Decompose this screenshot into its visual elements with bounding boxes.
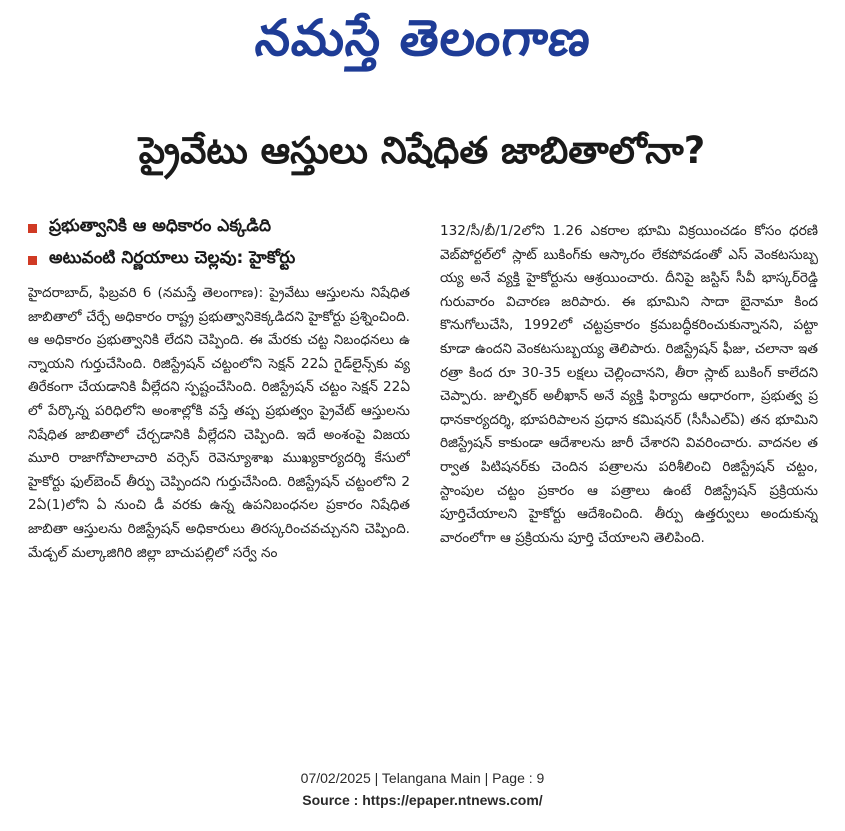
subheading-text: ప్రభుత్వానికి ఆ అధికారం ఎక్కడిది: [49, 216, 272, 236]
newspaper-logo: నమస్తే తెలంగాణ: [252, 8, 595, 67]
subheading-bullet: [28, 244, 410, 276]
article-paragraph: 132/సీ/బీ/1/2లోని 1.26 ఎకరాల భూమి విక్రయించడం కోసం ధరణి వెబ్‌పోర్టల్‌లో స్లాట్ బుకింగ్‌కు ఆస్కారం లేకపోవడంతో ఎస్ వెంకటసుబ్బయ్య అనే వ్యక్తి హైకోర్టును ఆశ్రయించారు. దీనిపై జస్టిస్ సీవీ భాస్కర్‌రెడ్డి గురువారం విచారణ జరిపారు. ఈ భూమిని సాదా బైనామా కింద కొనుగోలుచేసి, 1992లో చట్టప్రకారం క్రమబద్ధీకరించుకున్నానని, పట్టా కూడా ఉందని వెంకటసుబ్బయ్య తెలిపారు. రిజిస్ట్రేషన్ ఫీజు, చలానా ఇతరత్రా కింద రూ 30-35 లక్షలు చెల్లించానని, తీరా స్లాట్ బుకింగ్ కాలేదని చెప్పారు. జుల్ఫికర్ అలీఖాన్ అనే వ్యక్తి ఫిర్యాదు ఆధారంగా, ప్రభుత్వ ప్రధానకార్యదర్శి, భూపరిపాలన ప్రధాన కమిషనర్ (సీసీఎల్ఏ) తన భూమిని రిజిస్ట్రేషన్ కాకుండా ఆదేశాలను జారీ చేశారని వివరించారు. వాదనల తర్వాత పిటిషనర్‌కు చెందిన పత్రాలను పరిశీలించి రిజిస్ట్రేషన్ చట్టం, స్టాంపుల చట్టం ప్రకారం ఆ పత్రాలు ఉంటే రిజిస్ట్రేషన్ ప్రక్రియను పూర్తిచేయాలని హైకోర్టు ఆదేశించింది. తీర్పు ఉత్తర్వులు అందుకున్న వారంలోగా ఆ ప్రక్రియను పూర్తి చేయాలని తెలిపింది.: [440, 223, 818, 546]
red-square-bullet-icon: [28, 224, 37, 233]
footer-date-page: 07/02/2025 | Telangana Main | Page : 9: [300, 770, 545, 786]
red-square-bullet-icon: [28, 256, 37, 265]
article-column-left: [28, 212, 410, 752]
subheading-text: అటువంటి నిర్ణయాలు చెల్లవు: హైకోర్టు: [49, 248, 296, 268]
masthead: [0, 6, 845, 82]
article-column-right: [440, 212, 818, 752]
article-body: [28, 212, 818, 752]
subheading-bullet: [28, 212, 410, 244]
footer-source-link[interactable]: Source : https://epaper.ntnews.com/: [302, 792, 543, 808]
article-headline: ప్రైవేటు ఆస్తులు నిషేధిత జాబితాలోనా?: [138, 129, 706, 172]
article-paragraph: హైదరాబాద్, ఫిబ్రవరి 6 (నమస్తే తెలంగాణ): ప్రైవేటు ఆస్తులను నిషేధిత జాబితాలో చేర్చే అధికారం రాష్ట్ర ప్రభుత్వానికెక్కడిదని హైకోర్టు ప్రశ్నించింది. ఆ అధికారం ప్రభుత్వానికి లేదని చెప్పింది. ఈ మేరకు చట్ట నిబంధనలు ఉన్నాయని గుర్తుచేసింది. రిజిస్ట్రేషన్ చట్టంలోని సెక్షన్ 22ఏ గైడ్‌లైన్స్‌కు వ్యతిరేకంగా చేయడానికి వీల్లేదని స్పష్టంచేసింది. రిజిస్ట్రేషన్ చట్టం సెక్షన్ 22ఏలో పేర్కొన్న పరిధిలోని అంశాల్లోకి వస్తే తప్ప ప్రభుత్వం ప్రైవేట్ ఆస్తులను నిషేధిత జాబితాలో చేర్చడానికి వీల్లేదని చెప్పింది. ఇదే అంశంపై విజయమూరి రాజాగోపాలాచారి వర్సెస్ రెవెన్యూశాఖ ముఖ్యకార్యదర్శి కేసులో హైకోర్టు ఫుల్‌బెంచ్ తీర్పు చెప్పిందని గుర్తుచేసింది. రిజిస్ట్రేషన్ చట్టంలోని 22ఏ(1)లోని ఏ నుంచి డీ వరకు ఉన్న ఉపనిబంధనల ప్రకారం నిషేధిత జాబితా ఆస్తులను రిజిస్ట్రేషన్ అధికారులు తిరస్కరించవచ్చునని చెప్పింది. మేడ్చల్ మల్కాజిగిరి జిల్లా బాచుపల్లిలో సర్వే నం: [28, 285, 410, 561]
